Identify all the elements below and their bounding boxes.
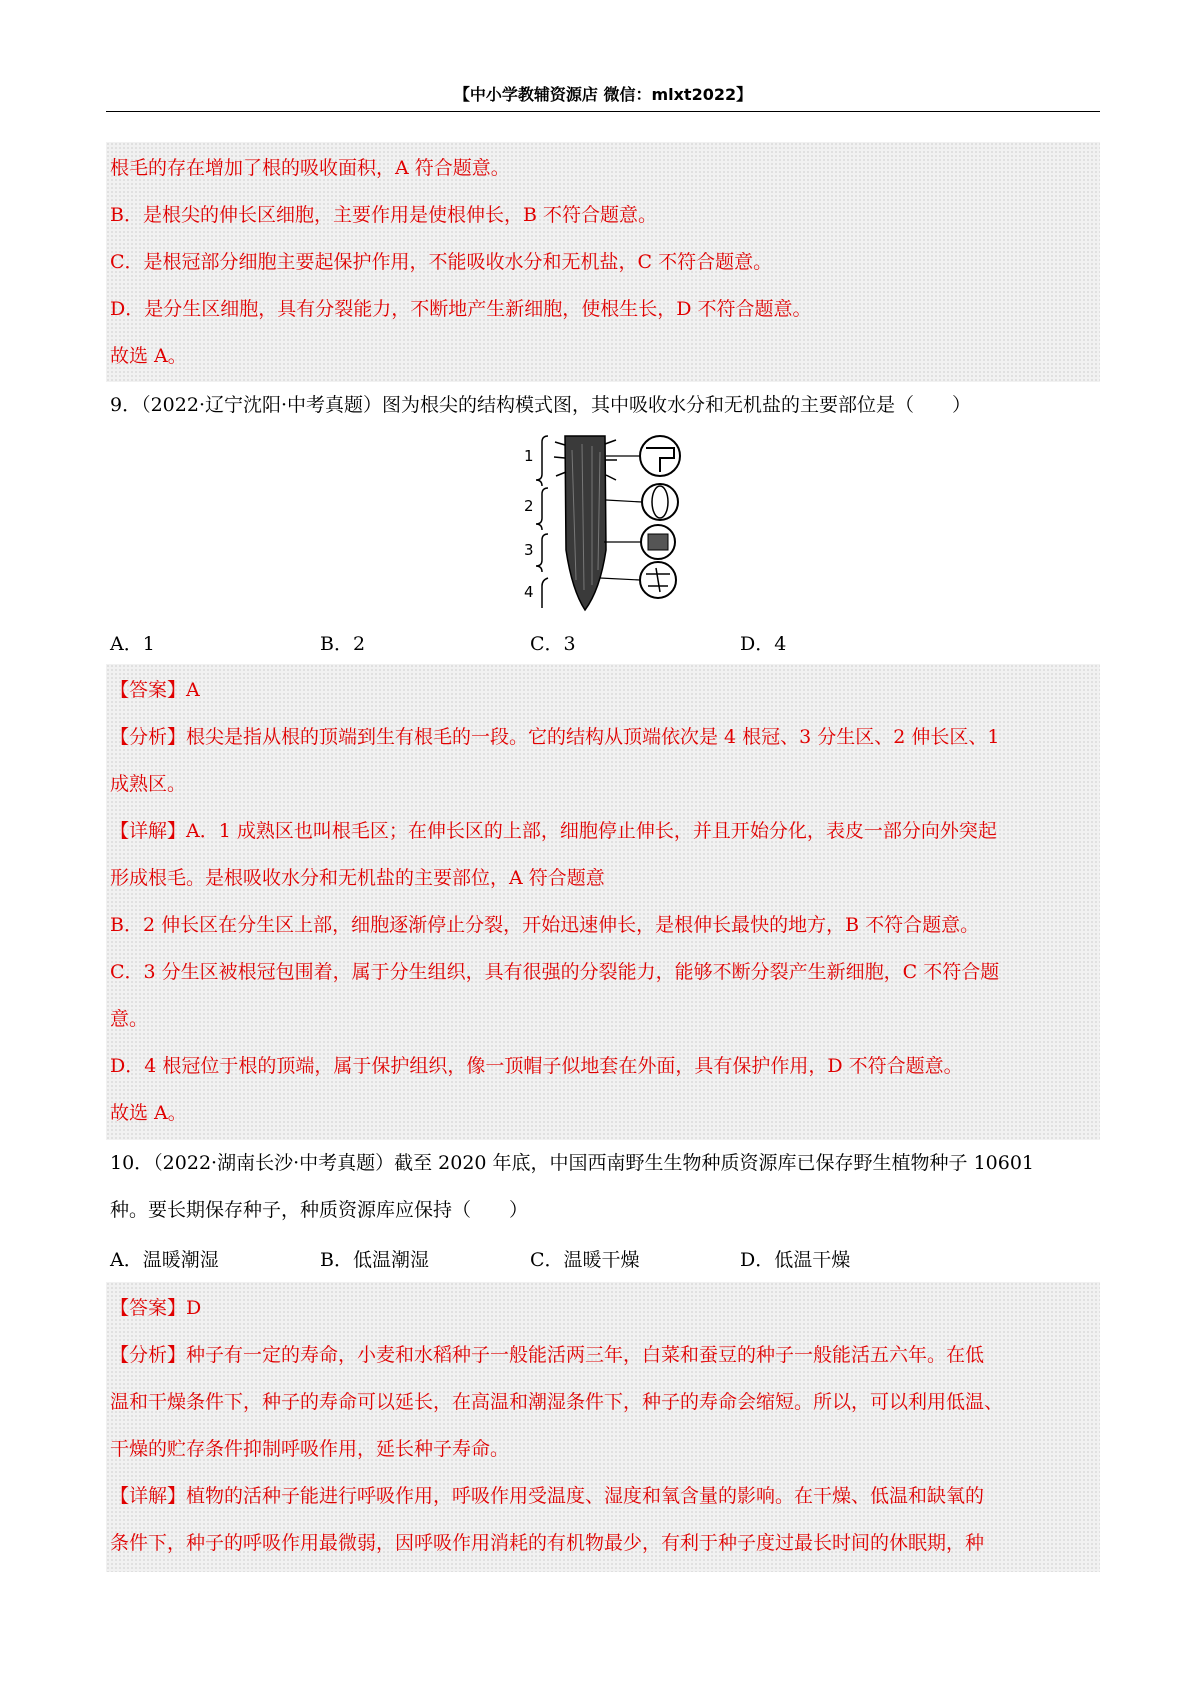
solution-line: 根毛的存在增加了根的吸收面积，A 符合题意。 [110, 157, 510, 179]
explanation-line: 形成根毛。是根吸收水分和无机盐的主要部位，A 符合题意 [110, 867, 605, 889]
option-a: A．温暖潮湿 [110, 1249, 219, 1271]
analysis-line: 【分析】根尖是指从根的顶端到生有根毛的一段。它的结构从顶端依次是 4 根冠、3 分生区、2 伸长区、1 [110, 726, 1000, 748]
question-10-options [110, 1245, 1100, 1271]
conclusion-line: 故选 A。 [110, 1102, 187, 1124]
explanation-line: 意。 [110, 1008, 149, 1030]
analysis-line: 温和干燥条件下，种子的寿命可以延长，在高温和潮湿条件下，种子的寿命会缩短。所以，可以利用低温、 [110, 1391, 1004, 1413]
figure-label-2: 2 [524, 497, 534, 515]
page-header: 【中小学教辅资源店 微信：mlxt2022】 [106, 82, 1100, 112]
option-b: B．2 [320, 633, 366, 655]
figure-label-3: 3 [524, 541, 534, 559]
explanation-line: C．3 分生区被根冠包围着，属于分生组织，具有很强的分裂能力，能够不断分裂产生新细胞，C 不符合题 [110, 961, 1000, 983]
analysis-line: 干燥的贮存条件抑制呼吸作用，延长种子寿命。 [110, 1438, 510, 1460]
question-10-stem: 10．（2022·湖南长沙·中考真题）截至 2020 年底，中国西南野生生物种质资源库已保存野生植物种子 10601 [110, 1152, 1035, 1174]
option-c: C．3 [530, 633, 576, 655]
solution-block-10 [106, 1282, 1100, 1572]
question-9-options [110, 629, 1100, 655]
explanation-line: 【详解】A．1 成熟区也叫根毛区；在伸长区的上部，细胞停止伸长，并且开始分化，表皮一部分向外突起 [110, 820, 997, 842]
analysis-line: 成熟区。 [110, 773, 187, 795]
option-a: A．1 [110, 633, 155, 655]
solution-line: C．是根冠部分细胞主要起保护作用，不能吸收水分和无机盐，C 不符合题意。 [110, 251, 773, 273]
explanation-line: 【详解】植物的活种子能进行呼吸作用，呼吸作用受温度、湿度和氧含量的影响。在干燥、低温和缺氧的 [110, 1485, 985, 1507]
figure-label-4: 4 [524, 583, 534, 601]
explanation-line: D．4 根冠位于根的顶端，属于保护组织，像一顶帽子似地套在外面，具有保护作用，D 不符合题意。 [110, 1055, 963, 1077]
explanation-line: B．2 伸长区在分生区上部，细胞逐渐停止分裂，开始迅速伸长，是根伸长最快的地方，B 不符合题意。 [110, 914, 980, 936]
option-c: C．温暖干燥 [530, 1249, 640, 1271]
option-b: B．低温潮湿 [320, 1249, 429, 1271]
explanation-line: 条件下，种子的呼吸作用最微弱，因呼吸作用消耗的有机物最少，有利于种子度过最长时间的休眠期，种 [110, 1532, 985, 1554]
answer-label: 【答案】D [110, 1297, 202, 1319]
analysis-line: 【分析】种子有一定的寿命，小麦和水稻种子一般能活两三年，白菜和蚕豆的种子一般能活五六年。在低 [110, 1344, 985, 1366]
option-d: D．低温干燥 [740, 1249, 851, 1271]
option-d: D．4 [740, 633, 787, 655]
question-10-stem: 种。要长期保存种子，种质资源库应保持（ ） [110, 1199, 529, 1221]
root-tip-drawing [536, 436, 680, 610]
answer-label: 【答案】A [110, 679, 200, 701]
solution-line: B．是根尖的伸长区细胞，主要作用是使根伸长，B 不符合题意。 [110, 204, 657, 226]
figure-label-1: 1 [524, 447, 534, 465]
root-tip-diagram [510, 430, 700, 615]
solution-line: D．是分生区细胞，具有分裂能力，不断地产生新细胞，使根生长，D 不符合题意。 [110, 298, 812, 320]
solution-line: 故选 A。 [110, 345, 187, 367]
question-9-stem: 9．（2022·辽宁沈阳·中考真题）图为根尖的结构模式图，其中吸收水分和无机盐的主要部位是（ ） [110, 394, 972, 416]
